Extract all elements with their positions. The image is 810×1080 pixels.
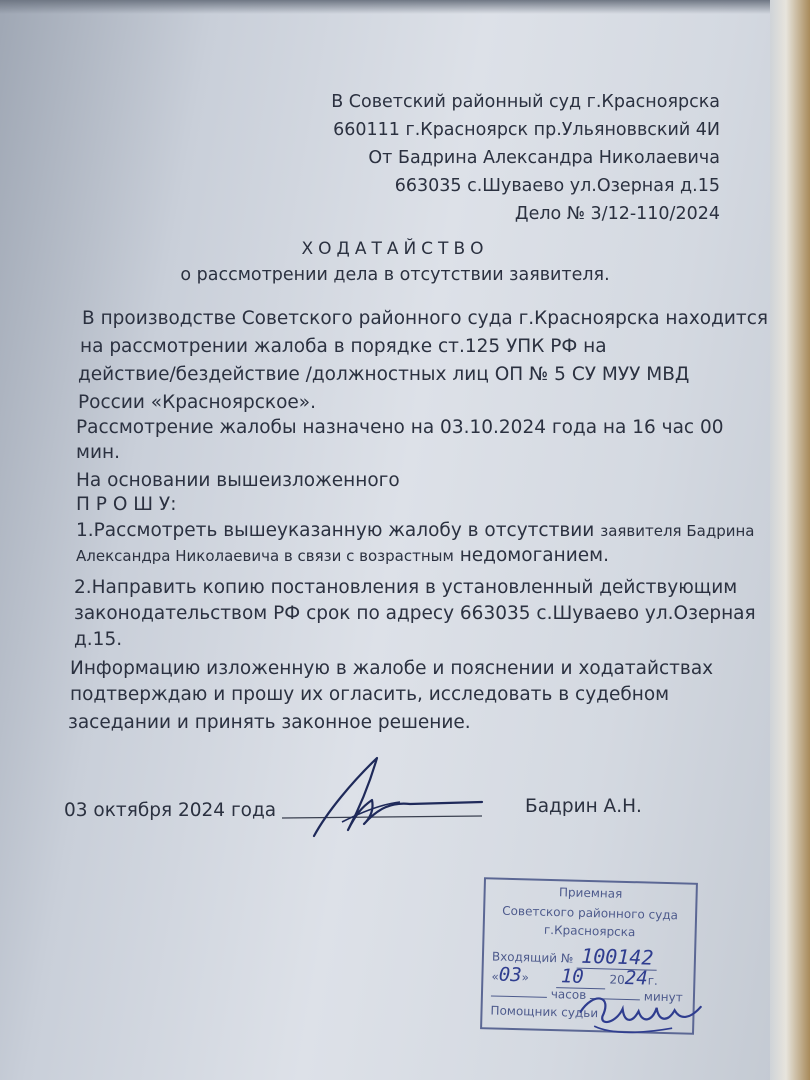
stamp-month: 10 <box>557 965 606 989</box>
body-line: д.15. <box>74 629 123 650</box>
court-name: В Советский районный суд г.Красноярска <box>331 92 720 112</box>
stamp-minutes-label: минут <box>643 989 683 1005</box>
title-heading: ХОДАТАЙСТВО <box>301 239 489 259</box>
body-line: подтверждаю и прошу их огласить, исследовать в судебном <box>70 684 670 705</box>
stamp-signature-icon <box>572 982 714 1046</box>
request-item-1-cont <box>76 543 609 569</box>
registration-stamp <box>480 877 698 1035</box>
stamp-city: г.Красноярска <box>543 922 636 940</box>
stamp-year-end: г. <box>647 973 658 988</box>
stamp-incoming-label: Входящий № <box>491 949 574 966</box>
signature-drawing-icon <box>282 752 492 842</box>
paper-stack-edge <box>770 0 810 1080</box>
stamp-year-prefix: 20 <box>609 972 625 987</box>
stamp-assistant-label: Помощник судьи <box>490 1003 599 1021</box>
stamp-day: 03 <box>498 963 522 987</box>
title-subheading: о рассмотрении дела в отсутствии заявителя. <box>180 265 610 285</box>
stamp-incoming-number: 100142 <box>577 944 658 971</box>
body-line: В производстве Советского районного суда г.Красноярска находится <box>82 308 768 329</box>
stamp-day-suffix: » <box>521 970 530 985</box>
body-line: законодательством РФ срок по адресу 663035 с.Шуваево ул.Озерная <box>74 603 756 624</box>
body-line: Информацию изложенную в жалобе и пояснении и ходатайствах <box>70 658 714 679</box>
body-line: Рассмотрение жалобы назначено на 03.10.2024 года на 16 час 00 <box>76 417 724 438</box>
document-title <box>0 236 790 288</box>
body-line: мин. <box>76 442 120 463</box>
addressee-block <box>331 88 720 228</box>
request-item-1-text: 1.Рассмотреть вышеуказанную жалобу в отсутствии <box>76 520 595 541</box>
sender-name: От Бадрина Александра Николаевича <box>368 148 720 168</box>
body-line: заседании и принять законное решение. <box>68 712 471 733</box>
body-line: на рассмотрении жалоба в порядке ст.125 УПК РФ на <box>80 336 607 357</box>
court-address: 660111 г.Красноярск пр.Ульяноввский 4И <box>333 120 720 140</box>
body-line: России «Красноярское». <box>78 392 316 413</box>
body-line: действие/бездействие /должностных лиц ОП № 5 СУ МУУ МВД <box>78 364 690 385</box>
signature-date: 03 октября 2024 года <box>64 800 277 821</box>
request-item-1-cont-text: Александра Николаевича в связи с возрастным <box>76 547 454 565</box>
signature <box>282 752 492 846</box>
request-item-1-tail: заявителя Бадрина <box>600 522 755 540</box>
stamp-year: 24 <box>624 966 649 990</box>
body-line: На основании вышеизложенного <box>76 470 400 491</box>
stamp-office: Приемная <box>558 885 623 901</box>
stamp-court: Советского районного суда <box>502 903 679 923</box>
signer-name: Бадрин А.Н. <box>525 796 642 817</box>
sender-address: 663035 с.Шуваево ул.Озерная д.15 <box>394 176 720 196</box>
request-item-1-cont-tail: недомоганием. <box>459 545 609 566</box>
stamp-hours-label: часов <box>550 987 587 1002</box>
request-item-2: 2.Направить копию постановления в установленный действующим <box>74 577 738 598</box>
case-number: Дело № 3/12-110/2024 <box>514 204 720 224</box>
top-shadow <box>0 0 790 14</box>
request-item-1 <box>76 518 754 544</box>
request-heading: П Р О Ш У: <box>76 494 177 515</box>
stamp-day-prefix: « <box>491 969 499 984</box>
